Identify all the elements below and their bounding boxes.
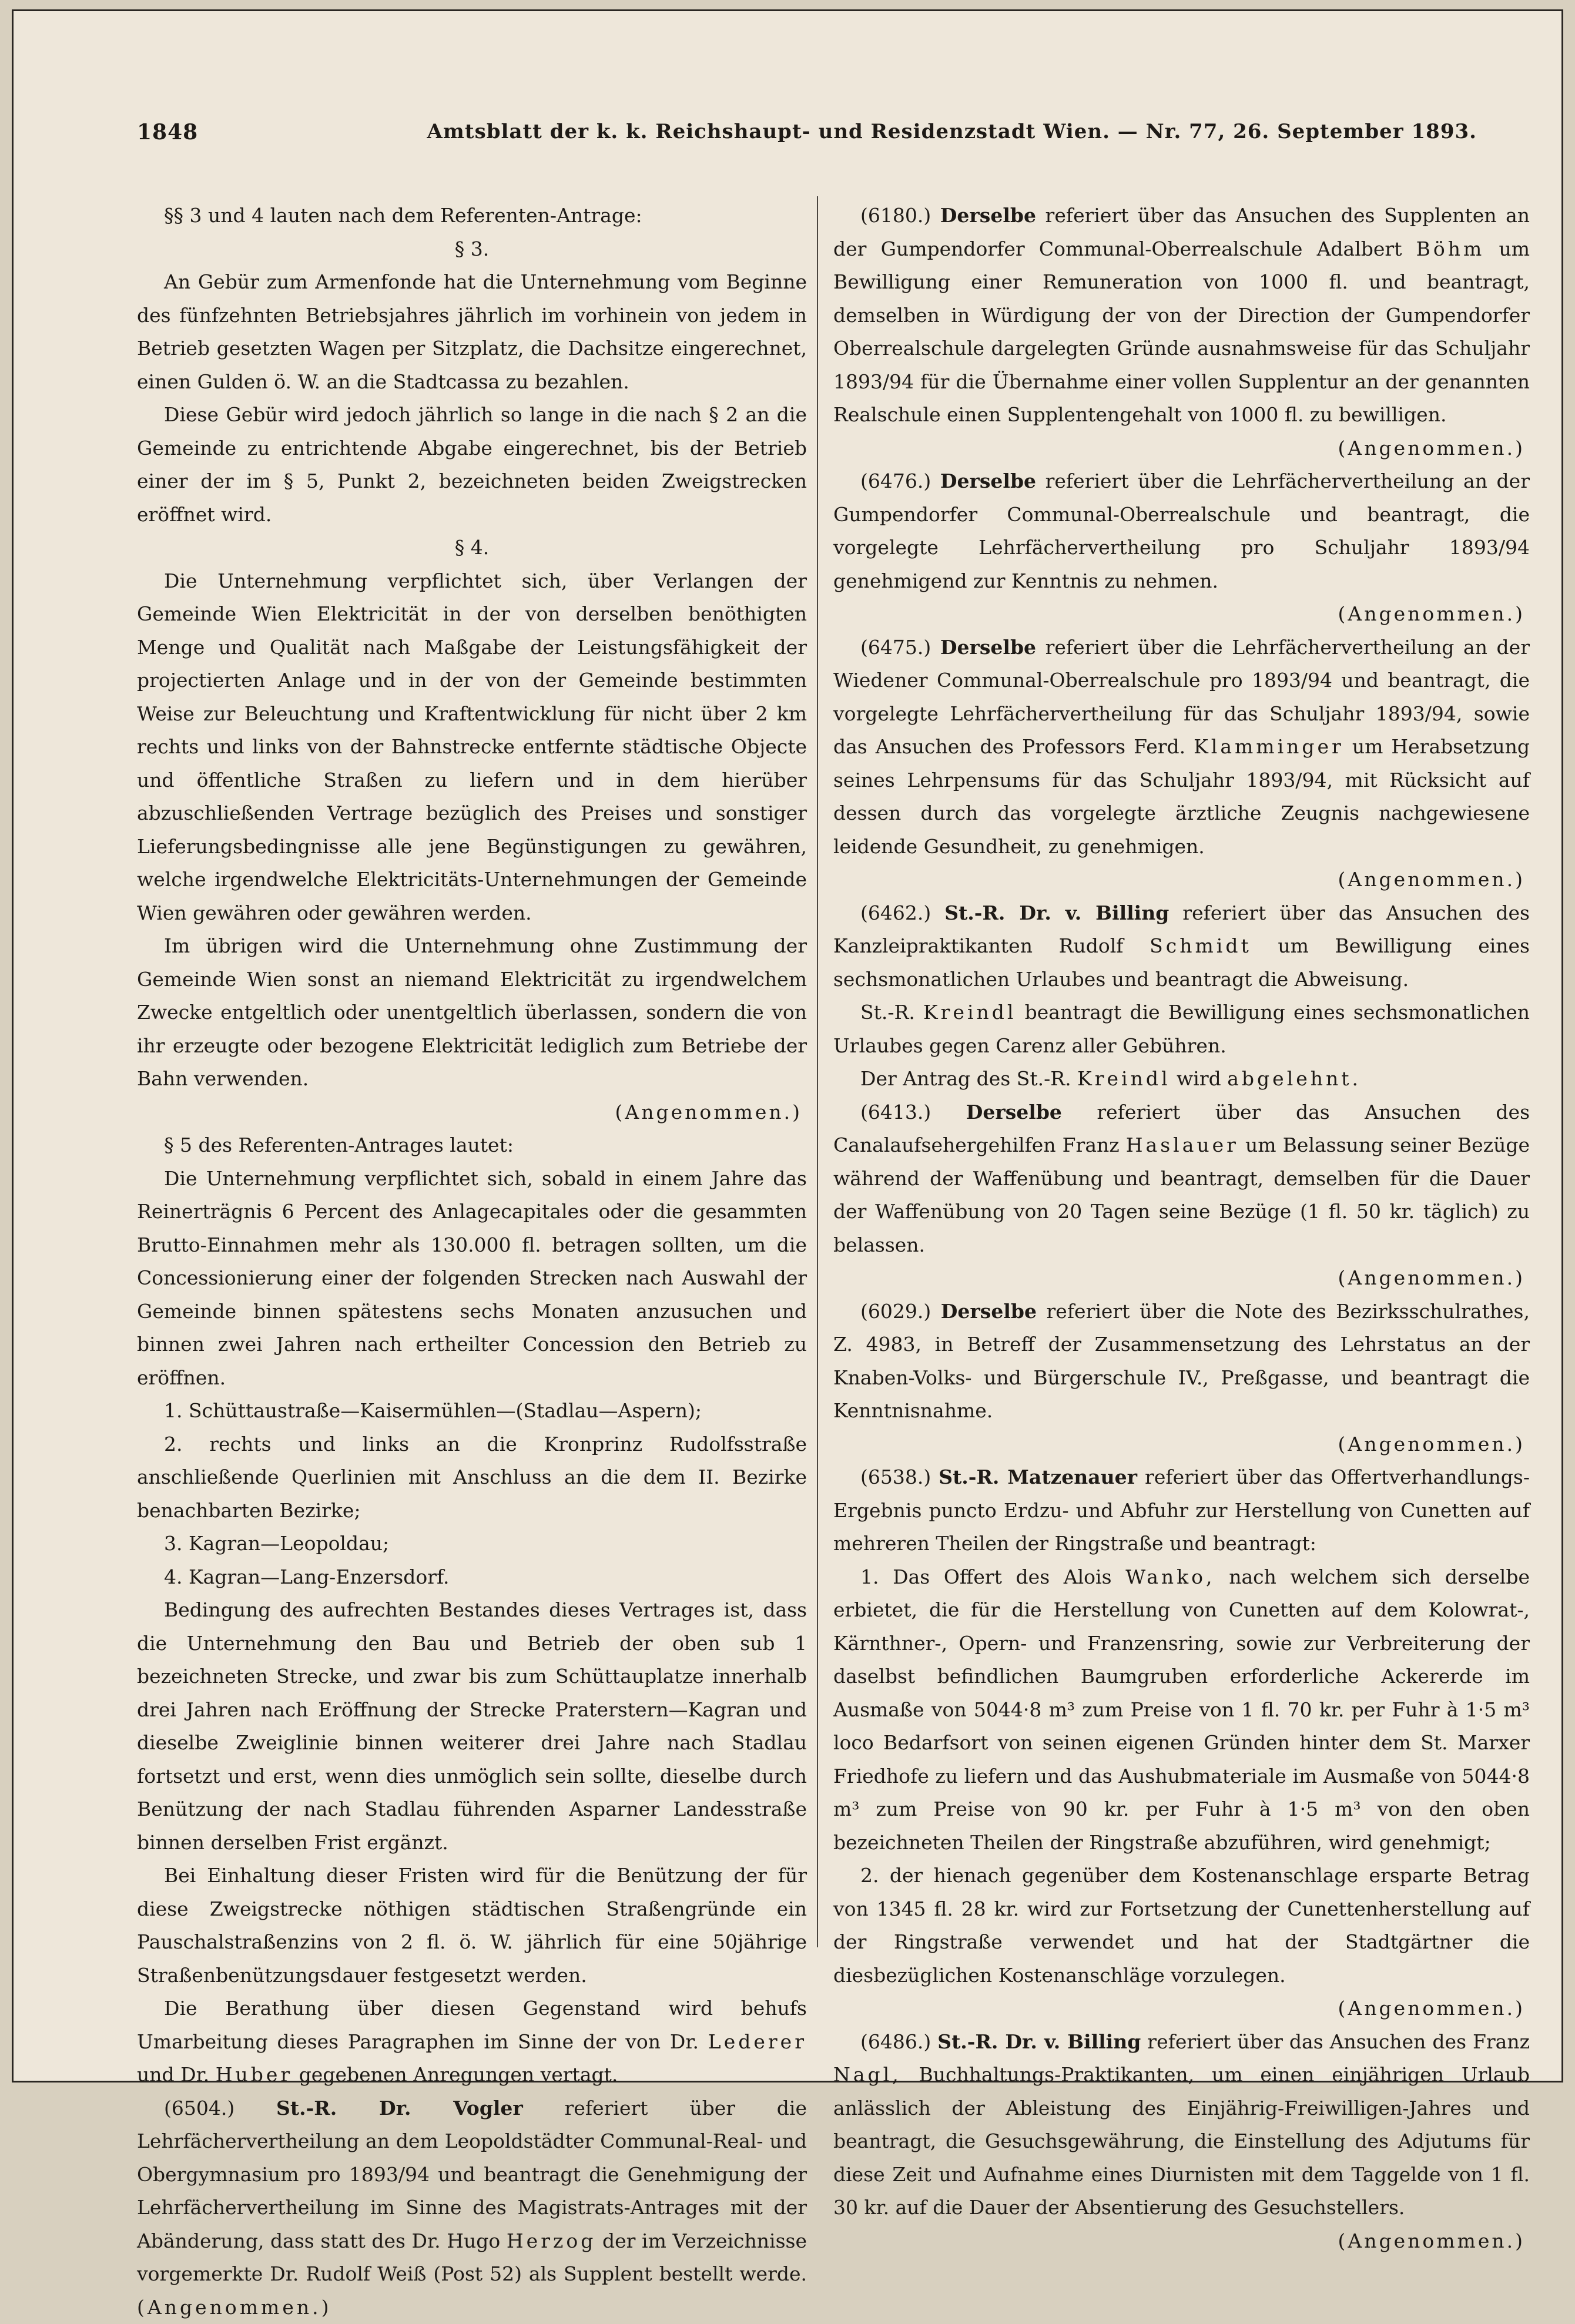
paragraph: Bei Einhaltung dieser Fristen wird für die Benützung der für diese Zweigstrecke nöthigen städtischen Straßengründe ein Pauschalstraßenzins von 2 fl. ö. W. jährlich für eine 50jährige Straßenbenützungsdauer festgesetzt werden. bbox=[137, 1859, 807, 1992]
page-number: 1848 bbox=[137, 120, 198, 145]
person-name: Haslauer bbox=[1126, 1134, 1239, 1156]
list-item bbox=[833, 1561, 1530, 1860]
person-name: Schmidt bbox=[1150, 934, 1252, 957]
text: 1. Das Offert des Alois bbox=[860, 1565, 1112, 1588]
column-divider bbox=[817, 196, 818, 1947]
text: der im Verzeichnisse vorgemerkte Dr. Rudolf Weiß (Post 52) als Supplent bestellt werde. bbox=[137, 2229, 807, 2286]
text: Die Berathung über diesen Gegenstand wird behufs Umarbeitung dieses Paragraphen im Sinne der von Dr. bbox=[137, 1997, 807, 2053]
speaker-name: Derselbe bbox=[940, 636, 1036, 659]
text: referiert über das Ansuchen des Canalaufsehergehilfen Franz bbox=[833, 1101, 1530, 1157]
masthead-title: Amtsblatt der k. k. Reichshaupt- und Residenzstadt Wien. — Nr. 77, 26. September 1893. bbox=[427, 120, 1477, 143]
entry-6475 bbox=[833, 631, 1530, 864]
rejection-note: abgelehnt. bbox=[1227, 1067, 1361, 1090]
paragraph bbox=[833, 1062, 1530, 1096]
text: um Herabsetzung seines Lehrpensums für das Schuljahr 1893/94, mit Rücksicht auf dessen durch das vorgelegte ärztliche Zeugnis nachgewiesene leidende Gesundheit, zu genehmigen. bbox=[833, 735, 1530, 858]
entry-6538 bbox=[833, 1461, 1530, 1561]
paragraph-intro: §§ 3 und 4 lauten nach dem Referenten-Antrage: bbox=[137, 199, 807, 233]
right-column bbox=[833, 199, 1530, 1974]
text: referiert über die Note des Bezirksschulrathes, Z. 4983, in Betreff der Zusammensetzung des Lehrstatus an der Knaben-Volks- und Bürgerschule IV., Preßgasse, und beantragt die Kenntnisnahme. bbox=[833, 1300, 1530, 1423]
list-item: 2. rechts und links an die Kronprinz Rudolfsstraße anschließende Querlinien mit Anschluss an die dem II. Bezirke benachbarten Bezirke; bbox=[137, 1428, 807, 1528]
list-item: 1. Schüttaustraße—Kaisermühlen—(Stadlau—Aspern); bbox=[137, 1394, 807, 1428]
text: wird bbox=[1177, 1067, 1221, 1090]
text: St.-R. bbox=[860, 1001, 915, 1024]
text: gegebenen Anregungen vertagt. bbox=[299, 2063, 618, 2086]
paragraph: Die Unternehmung verpflichtet sich, über Verlangen der Gemeinde Wien Elektricität in der von derselben benöthigten Menge und Qualität nach Maßgabe der Leistungsfähigkeit der projectierten Anlage und in der von der Gemeinde bestimmten Weise zur Beleuchtung und Kraftentwicklung für nicht über 2 km rechts und links von der Bahnstrecke entfernte städtische Objecte und öffentliche Straßen zu liefern und in dem hierüber abzuschließenden Vertrage bezüglich des Preises und sonstiger Lieferungsbedingnisse alle jene Begünstigungen zu gewähren, welche irgendwelche Elektricitäts-Unternehmungen der Gemeinde Wien gewähren oder gewähren werden. bbox=[137, 565, 807, 930]
text: und Dr. bbox=[137, 2063, 209, 2086]
approval-note: (Angenommen.) bbox=[137, 1096, 807, 1129]
text: referiert über die Lehrfächervertheilung an der Gumpendorfer Communal-Oberrealschule und beantragt, die vorgelegte Lehrfächervertheilung pro Schuljahr 1893/94 genehmigend zur Kenntnis zu nehmen. bbox=[833, 470, 1530, 592]
entry-number: (6180.) bbox=[860, 204, 931, 227]
entry-number: (6538.) bbox=[860, 1466, 931, 1488]
text: referiert über die Lehrfächervertheilung an dem Leopoldstädter Communal-Real- und Obergymnasium pro 1893/94 und beantragt die Genehmigung der Lehrfächervertheilung im Sinne des Magistrats-Antrages mit der Abänderung, dass statt des Dr. Hugo bbox=[137, 2097, 807, 2252]
person-name: Huber bbox=[216, 2063, 293, 2086]
entry-6029 bbox=[833, 1295, 1530, 1428]
approval-note: (Angenommen.) bbox=[833, 863, 1530, 897]
speaker-name: Derselbe bbox=[966, 1101, 1062, 1124]
entry-6462 bbox=[833, 897, 1530, 997]
entry-number: (6504.) bbox=[164, 2097, 234, 2120]
text: nach welchem sich derselbe erbietet, die für die Herstellung von Cunetten auf dem Kolowrat-, Kärnthner-, Opern- und Franzensring, sowie zur Verbreiterung der daselbst befindlichen Baumgruben erforderliche Ackererde im Ausmaße von 5044·8 m³ zum Preise von 1 fl. 70 kr. per Fuhr à 1·5 m³ loco Bedarfsort von seinen eigenen Gründen hinter dem St. Marxer Friedhofe zu liefern und das Aushubmateriale im Ausmaße von 5044·8 m³ zum Preise von 90 kr. per Fuhr à 1·5 m³ von den oben bezeichneten Theilen der Ringstraße abzuführen, wird genehmigt; bbox=[833, 1565, 1530, 1854]
newspaper-page bbox=[12, 9, 1563, 2082]
speaker-name: St.-R. Matzenauer bbox=[939, 1466, 1137, 1488]
paragraph: Diese Gebür wird jedoch jährlich so lange in die nach § 2 an die Gemeinde zu entrichtende Abgabe eingerechnet, bis der Betrieb einer der im § 5, Punkt 2, bezeichneten beiden Zweigstrecken eröffnet wird. bbox=[137, 398, 807, 531]
text: beantragt die Bewilligung eines sechsmonatlichen Urlaubes gegen Carenz aller Gebühren. bbox=[833, 1001, 1530, 1057]
text: Der Antrag des St.-R. bbox=[860, 1067, 1071, 1090]
entry-6486 bbox=[833, 2025, 1530, 2225]
paragraph: An Gebür zum Armenfonde hat die Unternehmung vom Beginne des fünfzehnten Betriebsjahres jährlich im vorhinein von jedem in Betrieb gesetzten Wagen per Sitzplatz, die Dachsitze eingerechnet, einen Gulden ö. W. an die Stadtcassa zu bezahlen. bbox=[137, 266, 807, 398]
entry-6476 bbox=[833, 465, 1530, 598]
text: um Bewilligung eines sechsmonatlichen Urlaubes und beantragt die Abweisung. bbox=[833, 934, 1530, 991]
entry-number: (6029.) bbox=[860, 1300, 931, 1323]
paragraph: Die Unternehmung verpflichtet sich, sobald in einem Jahre das Reinerträgnis 6 Percent des Anlagecapitales oder die gesammten Brutto-Einnahmen mehr als 130.000 fl. betragen sollten, um die Concessionierung einer der folgenden Strecken nach Auswahl der Gemeinde binnen spätestens sechs Monaten anzusuchen und binnen zwei Jahren nach ertheilter Concession den Betrieb zu eröffnen. bbox=[137, 1162, 807, 1395]
entry-6504 bbox=[137, 2092, 807, 2324]
speaker-name: Derselbe bbox=[940, 470, 1036, 492]
person-name: Kreindl bbox=[923, 1001, 1016, 1024]
text: referiert über das Offertverhandlungs-Ergebnis puncto Erdzu- und Abfuhr zur Herstellung von Cunetten auf mehreren Theilen der Ringstraße und beantragt: bbox=[833, 1466, 1530, 1555]
text: referiert über das Ansuchen des Supplenten an der Gumpendorfer Communal-Oberrealschule Adalbert bbox=[833, 204, 1530, 260]
text: Buchhaltungs-Praktikanten, um einen einjährigen Urlaub anlässlich der Ableistung des Einjährig-Freiwilligen-Jahres und beantragt, die Gesuchsgewährung, die Einstellung des Adjutums für diese Zeit und Aufnahme eines Diurnisten mit dem Taggelde von 1 fl. 30 kr. auf die Dauer der Absentierung des Gesuchstellers. bbox=[833, 2063, 1530, 2219]
entry-6180 bbox=[833, 199, 1530, 432]
entry-6413 bbox=[833, 1096, 1530, 1262]
page-header bbox=[137, 120, 1477, 161]
paragraph: Im übrigen wird die Unternehmung ohne Zustimmung der Gemeinde Wien sonst an niemand Elektricität zu irgendwelchem Zwecke entgeltlich oder unentgeltlich überlassen, sondern die von ihr erzeugte oder bezogene Elektricität lediglich zum Betriebe der Bahn verwenden. bbox=[137, 930, 807, 1096]
entry-number: (6462.) bbox=[860, 901, 931, 924]
approval-note: (Angenommen.) bbox=[137, 2296, 331, 2319]
entry-number: (6476.) bbox=[860, 470, 931, 492]
person-name: Wanko, bbox=[1125, 1565, 1215, 1588]
text: referiert über das Ansuchen des Kanzleipraktikanten Rudolf bbox=[833, 901, 1530, 958]
paragraph-intro: § 5 des Referenten-Antrages lautet: bbox=[137, 1129, 807, 1162]
approval-note: (Angenommen.) bbox=[833, 598, 1530, 631]
paragraph bbox=[137, 1992, 807, 2092]
person-name: Lederer bbox=[708, 2030, 807, 2053]
entry-number: (6475.) bbox=[860, 636, 931, 659]
left-column bbox=[137, 199, 807, 1974]
person-name: Böhm bbox=[1416, 237, 1485, 260]
text: um Belassung seiner Bezüge während der Waffenübung und beantragt, demselben für die Dauer der Waffenübung von 20 Tagen seine Bezüge (1 fl. 50 kr. täglich) zu belassen. bbox=[833, 1134, 1530, 1256]
section-heading-4: § 4. bbox=[137, 531, 807, 565]
text: referiert über das Ansuchen des Franz bbox=[1147, 2030, 1530, 2053]
approval-note: (Angenommen.) bbox=[833, 1262, 1530, 1295]
person-name: Kreindl bbox=[1077, 1067, 1170, 1090]
approval-note: (Angenommen.) bbox=[833, 2225, 1530, 2258]
speaker-name: St.-R. Dr. v. Billing bbox=[937, 2030, 1141, 2053]
text: um Bewilligung einer Remuneration von 1000 fl. und beantragt, demselben in Würdigung der von der Direction der Gumpendorfer Oberrealschule dargelegten Gründe ausnahmsweise für das Schuljahr 1893/94 für die Übernahme einer vollen Supplentur an der genannten Realschule einen Supplentengehalt von 1000 fl. zu bewilligen. bbox=[833, 237, 1530, 427]
person-name: Klamminger bbox=[1194, 735, 1344, 758]
approval-note: (Angenommen.) bbox=[833, 1992, 1530, 2025]
speaker-name: St.-R. Dr. v. Billing bbox=[944, 901, 1169, 924]
person-name: Nagl, bbox=[833, 2063, 902, 2086]
approval-note: (Angenommen.) bbox=[833, 432, 1530, 465]
entry-number: (6486.) bbox=[860, 2030, 931, 2053]
list-item: 4. Kagran—Lang-Enzersdorf. bbox=[137, 1561, 807, 1594]
section-heading-3: § 3. bbox=[137, 233, 807, 266]
speaker-name: Derselbe bbox=[941, 1300, 1037, 1323]
text: referiert über die Lehrfächervertheilung an der Wiedener Communal-Oberrealschule pro 1893/94 und beantragt, die vorgelegte Lehrfächervertheilung für das Schuljahr 1893/94, sowie das Ansuchen des Professors Ferd. bbox=[833, 636, 1530, 759]
entry-number: (6413.) bbox=[860, 1101, 931, 1124]
speaker-name: St.-R. Dr. Vogler bbox=[276, 2097, 523, 2120]
speaker-name: Derselbe bbox=[940, 204, 1036, 227]
list-item: 3. Kagran—Leopoldau; bbox=[137, 1527, 807, 1561]
list-item: 2. der hienach gegenüber dem Kostenanschlage ersparte Betrag von 1345 fl. 28 kr. wird zur Fortsetzung der Cunettenherstellung auf der Ringstraße verwendet und hat der Stadtgärtner die diesbezüglichen Kostenanschläge vorzulegen. bbox=[833, 1859, 1530, 1992]
paragraph bbox=[833, 996, 1530, 1062]
approval-note: (Angenommen.) bbox=[833, 1428, 1530, 1461]
person-name: Herzog bbox=[507, 2229, 596, 2252]
paragraph: Bedingung des aufrechten Bestandes dieses Vertrages ist, dass die Unternehmung den Bau und Betrieb der oben sub 1 bezeichneten Strecke, und zwar bis zum Schüttauplatze innerhalb drei Jahren nach Eröffnung der Strecke Praterstern—Kagran und dieselbe Zweiglinie binnen weiterer drei Jahre nach Stadlau fortsetzt und erst, wenn dies unmöglich sein sollte, dieselbe durch Benützung der nach Stadlau führenden Asparner Landesstraße binnen derselben Frist ergänzt. bbox=[137, 1594, 807, 1859]
